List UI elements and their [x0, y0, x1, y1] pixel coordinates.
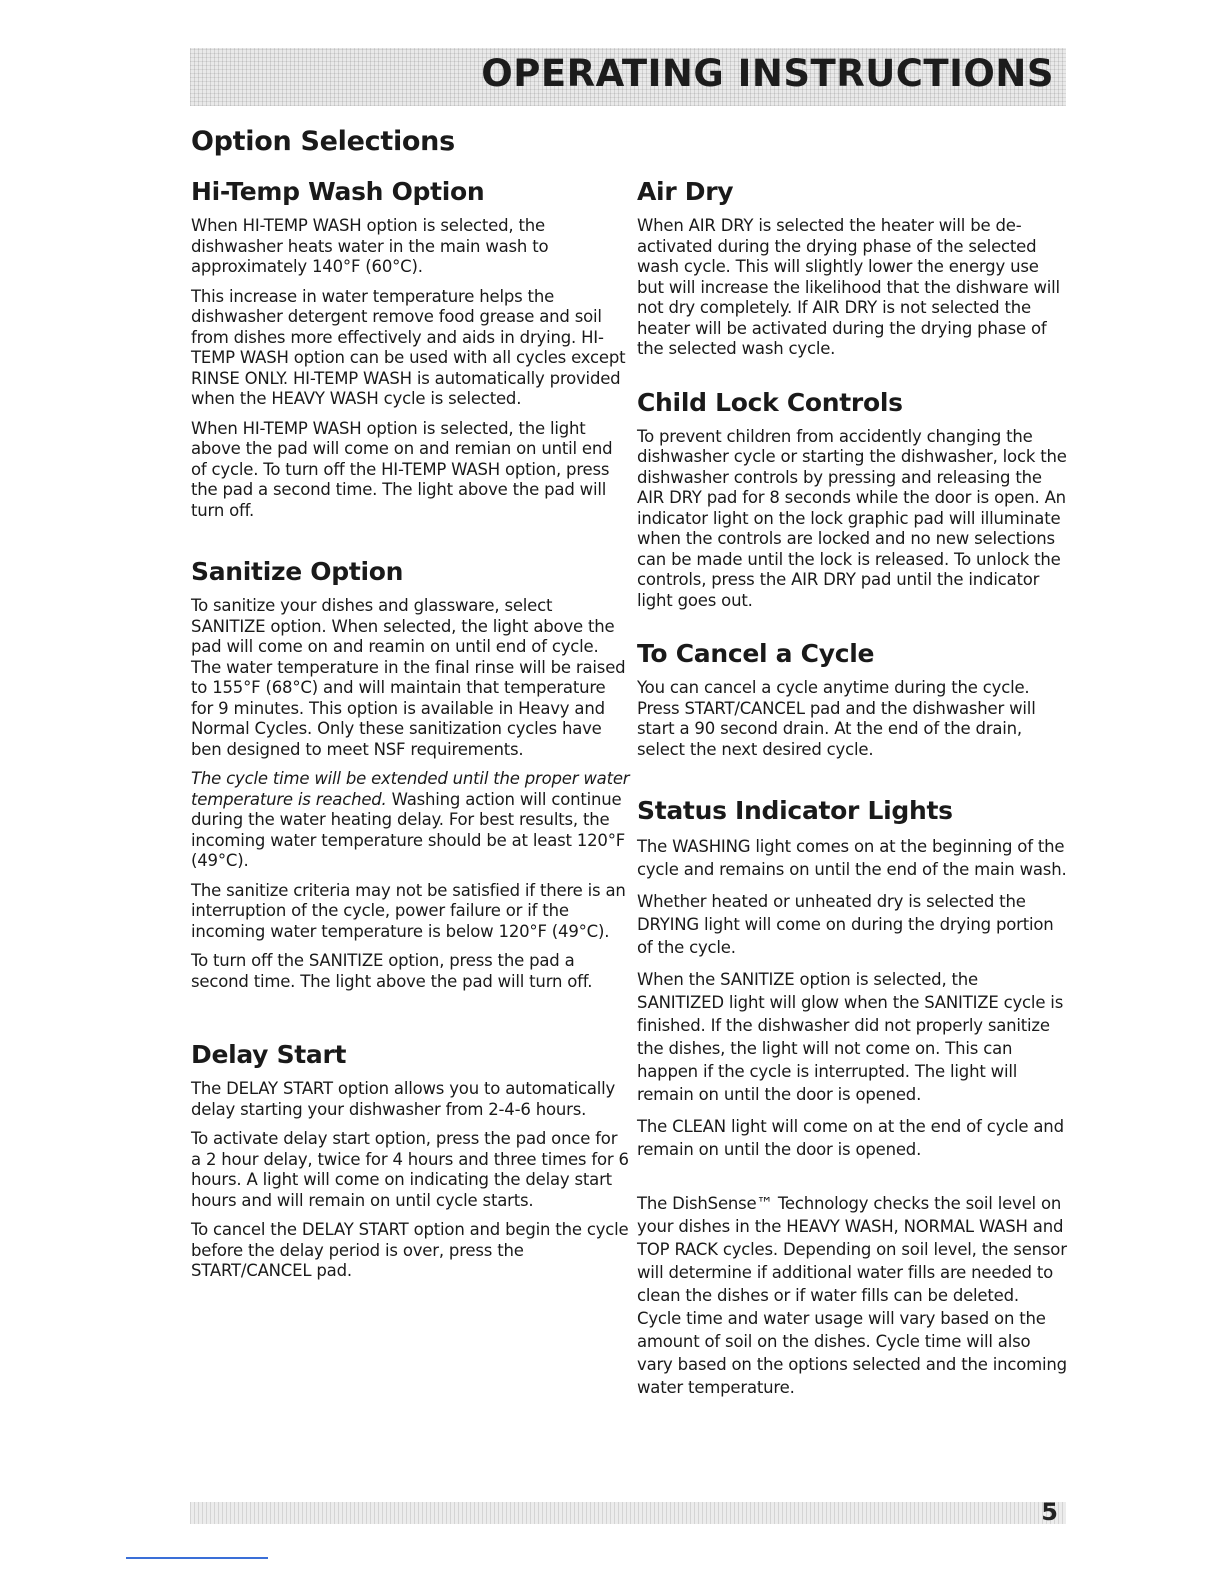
status-paragraph-4: The CLEAN light will come on at the end of cycle and remain on until the door is opened. — [637, 1117, 1064, 1159]
dishsense-paragraph: The DishSense™ Technology checks the soil level on your dishes in the HEAVY WASH, NORMAL WASH and TOP RACK cycles. Depending on soil level, the sensor will determine if additional water fills are needed to clean the dishes or if water fills can be deleted. Cycle time and water usage will vary based on the amount of soil on the dishes. Cycle time will also vary based on the options selected and the incoming water temperature. — [637, 1194, 1067, 1397]
sanitize-paragraph-1: To sanitize your dishes and glassware, select SANITIZE option. When selected, the light above the pad will come on and reamin on until end of cycle. The water temperature in the final rinse will be raised to 155°F (68°C) and will maintain that temperature for 9 minutes. This option is available in Heavy and Normal Cycles. Only these sanitization cycles have ben designed to meet NSF requirements. — [191, 596, 626, 759]
delay-paragraph-2: To activate delay start option, press the pad once for a 2 hour delay, twice for 4 hours and three times for 6 hours. A light will come on indicating the delay start hours and will remain on until cycle starts. — [191, 1129, 629, 1210]
status-paragraph-2: Whether heated or unheated dry is selected the DRYING light will come on during the drying portion of the cycle. — [637, 892, 1054, 957]
page-number: 5 — [1041, 1498, 1058, 1526]
footer-band — [190, 1498, 1066, 1526]
hitemp-paragraph-1: When HI-TEMP WASH option is selected, the dishwasher heats water in the main wash to approximately 140°F (60°C). — [191, 216, 549, 276]
delay-paragraph-1: The DELAY START option allows you to automatically delay starting your dishwasher from 2-4-6 hours. — [191, 1079, 616, 1119]
hitemp-paragraph-3: When HI-TEMP WASH option is selected, the light above the pad will come on and remian on until end of cycle. To turn off the HI-TEMP WASH option, press the pad a second time. The light above the pad will turn off. — [191, 418, 613, 520]
right-column — [637, 172, 1067, 1408]
left-column — [191, 172, 631, 1291]
delay-paragraph-3: To cancel the DELAY START option and begin the cycle before the delay period is over, press the START/CANCEL pad. — [191, 1220, 629, 1280]
status-paragraph-1: The WASHING light comes on at the beginning of the cycle and remains on until the end of the main wash. — [637, 837, 1067, 879]
sanitize-paragraph-3: The sanitize criteria may not be satisfied if there is an interruption of the cycle, power failure or if the incoming water temperature is below 120°F (49°C). — [191, 880, 626, 941]
section-title: Option Selections — [191, 126, 455, 157]
airdry-paragraph-1: When AIR DRY is selected the heater will be de-activated during the drying phase of the selected wash cycle. This will slightly lower the energy use but will increase the likelihood that the dishware will not dry completely. If AIR DRY is not selected the heater will be activated during the drying phase of the selected wash cycle. — [637, 216, 1060, 358]
cancel-paragraph-1: You can cancel a cycle anytime during the cycle. Press START/CANCEL pad and the dishwasher will start a 90 second drain. At the end of the drain, select the next desired cycle. — [637, 678, 1036, 759]
page-header-title: OPERATING INSTRUCTIONS — [481, 52, 1054, 95]
hitemp-paragraph-2: This increase in water temperature helps the dishwasher detergent remove food grease and soil from dishes more effectively and aids in drying. HI-TEMP WASH option can be used with all cycles except RINSE ONLY. HI-TEMP WASH is automatically provided when the HEAVY WASH cycle is selected. — [191, 286, 626, 408]
sanitize-italic-note: The cycle time will be extended until the proper water temperature is reached. — [191, 769, 630, 809]
sanitize-paragraph-2-rest: Washing action will continue during the water heating delay. For best results, the incoming water temperature should be at least 120°F (49°C). — [191, 789, 626, 870]
airdry-heading: Air Dry — [637, 177, 734, 206]
childlock-heading: Child Lock Controls — [637, 387, 903, 417]
link-underline — [126, 1557, 268, 1559]
childlock-paragraph-1: To prevent children from accidently changing the dishwasher cycle or starting the dishwasher, lock the dishwasher controls by pressing and releasing the AIR DRY pad for 8 seconds while the door is open. An indicator light on the lock graphic pad will illuminate when the controls are locked and no new selections can be made until the lock is released. To unlock the controls, press the AIR DRY pad until the indicator light goes out. — [637, 426, 1067, 610]
cancel-heading: To Cancel a Cycle — [637, 639, 875, 668]
status-paragraph-3: When the SANITIZE option is selected, the SANITIZED light will glow when the SANITIZE cycle is finished. If the dishwasher did not properly sanitize the dishes, the light will not come on. This can happen if the cycle is interrupted. The light will remain on until the door is opened. — [637, 970, 1064, 1104]
sanitize-paragraph-4: To turn off the SANITIZE option, press the pad a second time. The light above the pad will turn off. — [191, 951, 593, 991]
sanitize-paragraph-2 — [191, 769, 631, 872]
sanitize-heading: Sanitize Option — [191, 557, 404, 586]
status-heading: Status Indicator Lights — [637, 796, 953, 825]
delay-heading: Delay Start — [191, 1040, 347, 1069]
hitemp-heading: Hi-Temp Wash Option — [191, 177, 485, 206]
header-banner — [190, 48, 1066, 106]
